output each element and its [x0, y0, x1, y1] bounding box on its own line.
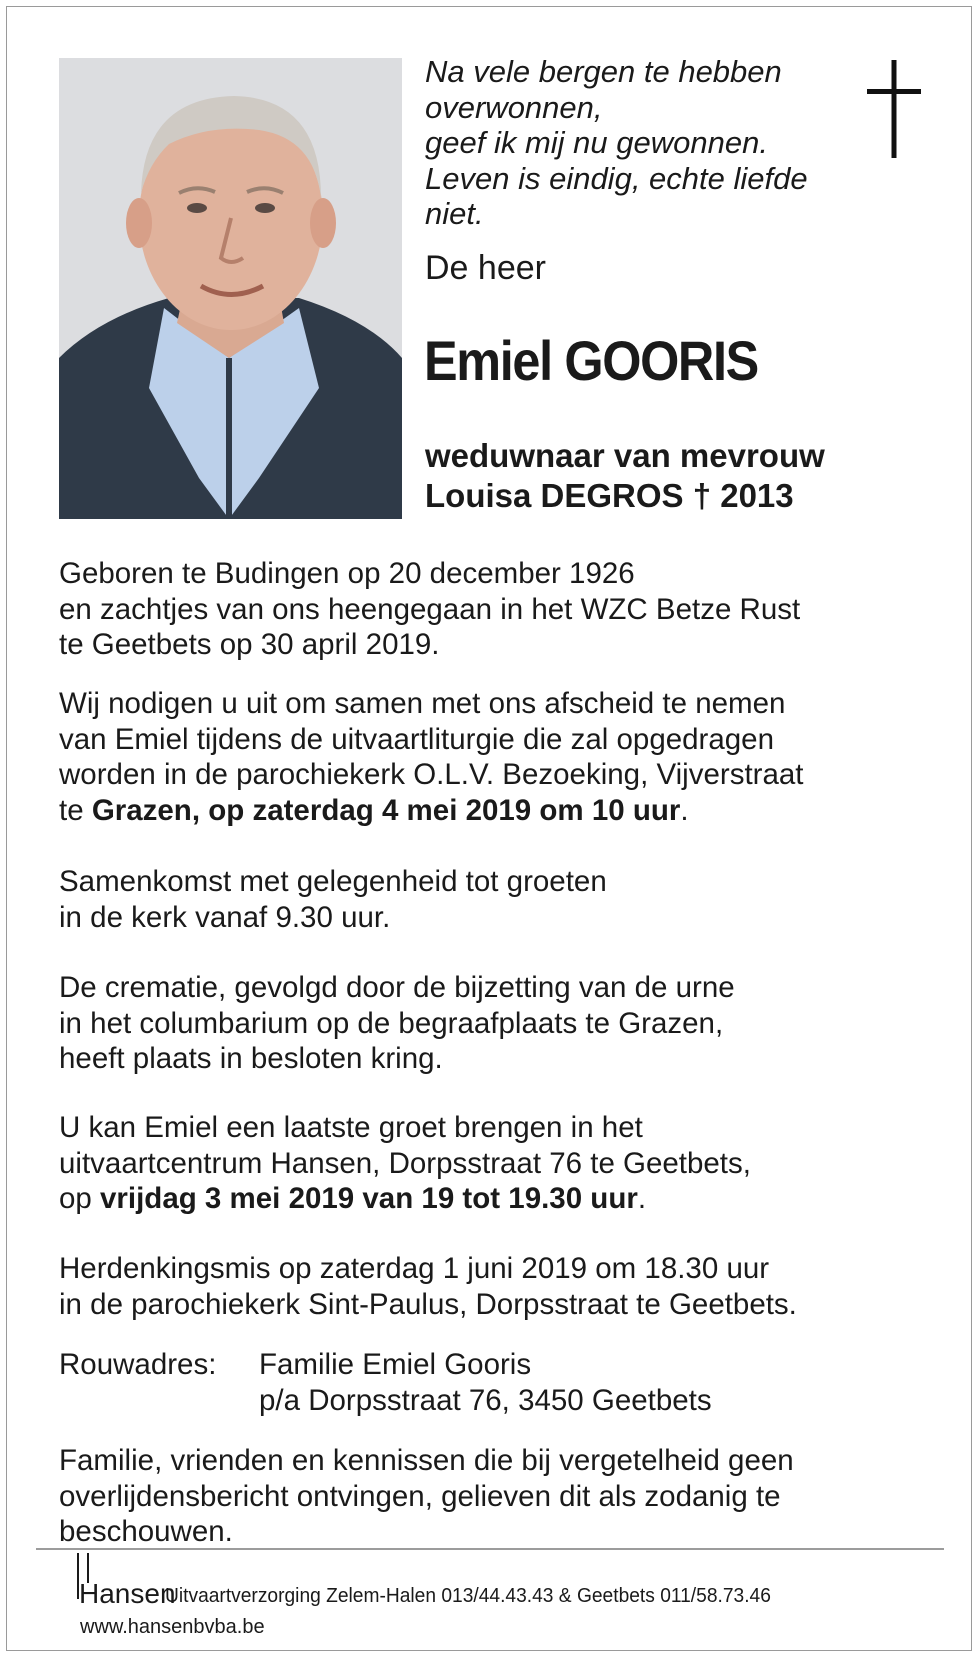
website-link[interactable]: www.hansenbvba.be [80, 1616, 265, 1638]
poem-line: overwonnen, [425, 89, 603, 125]
text-line: in de kerk vanaf 9.30 uur. [59, 900, 391, 934]
spouse-line: Louisa DEGROS † 2013 [425, 477, 794, 514]
poem-line: Na vele bergen te hebben [425, 54, 782, 89]
text-line: Geboren te Budingen op 20 december 1926 [59, 557, 635, 590]
text-fragment: . [680, 793, 689, 827]
text-line: in het columbarium op de begraafplaats te Grazen, [59, 1006, 724, 1040]
text-line: en zachtjes van ons heengegaan in het WZC Betze Rust [59, 592, 801, 626]
text-line: beschouwen. [59, 1515, 233, 1548]
poem-line: Leven is eindig, echte liefde [425, 160, 808, 196]
deceased-name: Emiel GOORIS [424, 329, 758, 392]
text-line: heeft plaats in besloten kring. [59, 1042, 443, 1075]
text-line: overlijdensbericht ontvingen, gelieven dit als zodanig te [59, 1479, 781, 1513]
address-value [259, 1347, 712, 1419]
memorial-paragraph [59, 1251, 797, 1322]
poem [425, 54, 808, 232]
text-line: De crematie, gevolgd door de bijzetting van de urne [59, 971, 735, 1004]
portrait-illustration [59, 58, 402, 519]
address-line: p/a Dorpsstraat 76, 3450 Geetbets [259, 1384, 712, 1417]
cremation-paragraph [59, 970, 735, 1077]
honorific-title: De heer [425, 249, 546, 287]
text-line: Samenkomst met gelegenheid tot groeten [59, 865, 607, 898]
poem-line: geef ik mij nu gewonnen. [425, 125, 768, 160]
cross-icon [864, 60, 924, 160]
visitation-datetime: vrijdag 3 mei 2019 van 19 tot 19.30 uur [100, 1182, 638, 1215]
funeral-datetime: Grazen, op zaterdag 4 mei 2019 om 10 uur [91, 793, 681, 827]
footer [76, 1553, 956, 1643]
funeral-paragraph [59, 686, 803, 828]
text-line: te Geetbets op 30 april 2019. [59, 628, 440, 661]
text-line: Familie, vrienden en kennissen die bij vergetelheid geen [59, 1444, 794, 1477]
text-line [59, 1181, 751, 1217]
text-line: worden in de parochiekerk O.L.V. Bezoeking, Vijverstraat [59, 758, 804, 791]
notice-paragraph [59, 1443, 794, 1550]
gathering-paragraph [59, 864, 607, 935]
text-fragment: op [59, 1182, 101, 1215]
hansen-logo-text: Hansen [79, 1578, 176, 1609]
spouse-info [425, 436, 825, 516]
poem-line: niet. [425, 196, 484, 231]
text-line: uitvaartcentrum Hansen, Dorpsstraat 76 te Geetbets, [59, 1146, 751, 1180]
birth-paragraph [59, 556, 800, 663]
footer-divider [36, 1548, 944, 1550]
text-line [59, 793, 803, 829]
text-line: Wij nodigen u uit om samen met ons afscheid te nemen [59, 687, 786, 720]
text-line: in de parochiekerk Sint-Paulus, Dorpsstraat te Geetbets. [59, 1287, 797, 1321]
address-line: Familie Emiel Gooris [259, 1348, 532, 1381]
portrait-photo [59, 58, 402, 519]
visitation-paragraph [59, 1110, 751, 1217]
text-line: Herdenkingsmis op zaterdag 1 juni 2019 om 18.30 uur [59, 1252, 770, 1285]
spouse-line: weduwnaar van mevrouw [425, 437, 825, 474]
text-line: van Emiel tijdens de uitvaartliturgie die zal opgedragen [59, 722, 774, 756]
text-fragment: . [637, 1182, 647, 1215]
text-line: U kan Emiel een laatste groet brengen in het [59, 1111, 643, 1144]
address-label: Rouwadres: [59, 1348, 217, 1381]
funeral-home-contact: Uitvaartverzorging Zelem-Halen 013/44.43.43 & Geetbets 011/58.73.46 [165, 1585, 771, 1607]
text-fragment: te [59, 793, 92, 827]
